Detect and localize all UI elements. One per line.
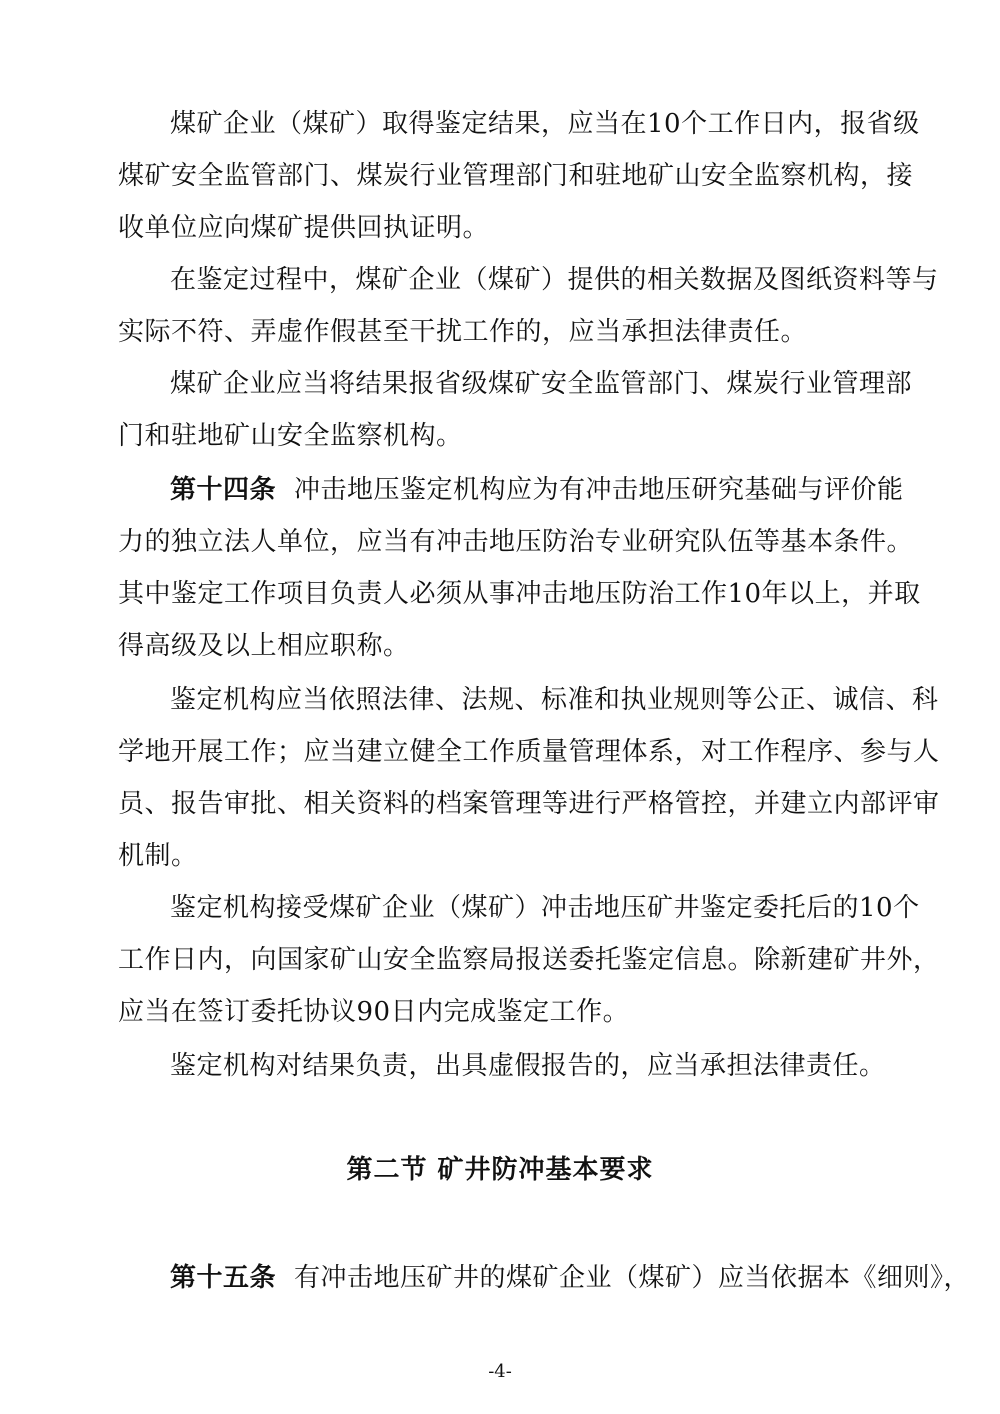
paragraph-line: 工作日内，向国家矿山安全监察局报送委托鉴定信息。除新建矿井外， <box>118 945 940 975</box>
paragraph-line: 力的独立法人单位，应当有冲击地压防治专业研究队伍等基本条件。 <box>118 527 914 557</box>
paragraph-line: 煤矿企业（煤矿）取得鉴定结果，应当在10个工作日内，报省级 <box>170 109 920 139</box>
paragraph-line: 其中鉴定工作项目负责人必须从事冲击地压防治工作10年以上，并取 <box>118 579 921 609</box>
article-line <box>170 1262 971 1294</box>
article-line <box>170 474 904 506</box>
paragraph-line: 煤矿企业应当将结果报省级煤矿安全监管部门、煤炭行业管理部 <box>170 369 913 399</box>
paragraph-line: 冲击地压鉴定机构应为有冲击地压研究基础与评价能 <box>294 475 904 505</box>
section-heading: 第二节 矿井防冲基本要求 <box>346 1155 654 1185</box>
paragraph-line: 有冲击地压矿井的煤矿企业（煤矿）应当依据本《细则》， <box>294 1263 971 1293</box>
article-number: 第十五条 <box>170 1263 277 1293</box>
paragraph-line: 得高级及以上相应职称。 <box>118 631 410 661</box>
paragraph-line: 实际不符、弄虚作假甚至干扰工作的，应当承担法律责任。 <box>118 317 808 347</box>
paragraph-line: 煤矿安全监管部门、煤炭行业管理部门和驻地矿山安全监察机构，接 <box>118 161 914 191</box>
paragraph-line: 鉴定机构应当依照法律、法规、标准和执业规则等公正、诚信、科 <box>170 685 939 715</box>
paragraph-line: 员、报告审批、相关资料的档案管理等进行严格管控，并建立内部评审 <box>118 789 940 819</box>
paragraph-line: 机制。 <box>118 841 198 871</box>
page-number: -4- <box>488 1361 512 1382</box>
paragraph-line: 门和驻地矿山安全监察机构。 <box>118 421 463 451</box>
paragraph-line: 收单位应向煤矿提供回执证明。 <box>118 213 490 243</box>
paragraph-line: 应当在签订委托协议90日内完成鉴定工作。 <box>118 997 630 1027</box>
paragraph-line: 在鉴定过程中，煤矿企业（煤矿）提供的相关数据及图纸资料等与 <box>170 265 939 295</box>
paragraph-line: 鉴定机构接受煤矿企业（煤矿）冲击地压矿井鉴定委托后的10个 <box>170 893 920 923</box>
article-number: 第十四条 <box>170 475 277 505</box>
paragraph-line: 学地开展工作；应当建立健全工作质量管理体系，对工作程序、参与人 <box>118 737 940 767</box>
paragraph-line: 鉴定机构对结果负责，出具虚假报告的，应当承担法律责任。 <box>170 1051 886 1081</box>
